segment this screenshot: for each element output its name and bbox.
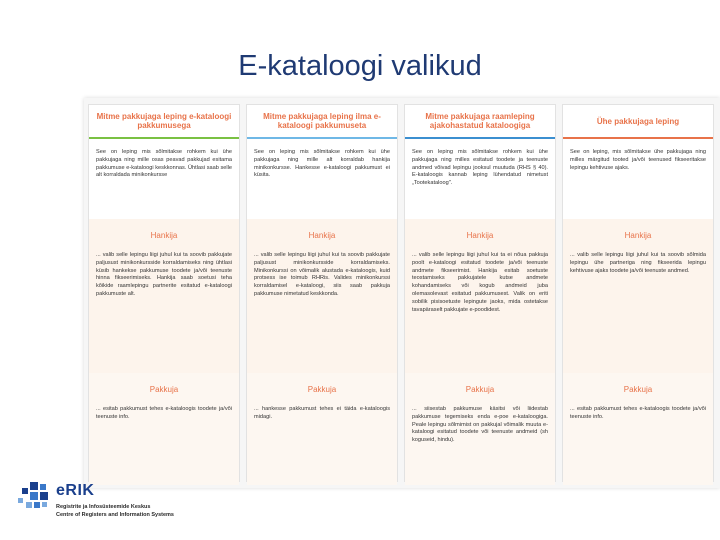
column-heading: Mitme pakkujaga leping e-kataloogi pakkumusega [89, 105, 239, 139]
pakkuja-text: ... siisestab pakkumuse käsitsi või liidestab pakkumuse tegemiseks enda e-poe e-kataloogiga. Peale lepingu sõlmimist on pakkujal võimalik muuta e-kataloogi esitatud toodete või teenuste andmeid (sh koguseid, hindu). [412, 406, 548, 444]
column-description: See on leping mis sõlmitakse rohkem kui ühe pakkujaga ning mille alt korraldab hankija minikonkursse. Hankesse e-kataloogi pakkumust ei küsita. [254, 149, 390, 179]
column-framework-updated-catalog [404, 104, 556, 482]
hankija-title: Hankija [466, 231, 494, 240]
hankija-text: ... valib selle lepingu liigi juhul kui ta soovib sõlmida lepingu ühe partneriga ning fikseerida lepingu kehtivuse ajaks toodete ja/või teenuste andmed. [570, 252, 706, 274]
pakkuja-text: ... esitab pakkumust tehes e-kataloogis toodete ja/või teenuste info. [570, 406, 706, 420]
pakkuja-title: Pakkuja [307, 385, 337, 394]
column-description: See on leping mis sõlmitakse rohkem kui ühe pakkujaga ning milles esitatud toodete ja teenuste andmed võivad lepingu jooksul muutuda (RHS § 40). E-kataloogis kannab leping lühendatud nimetust „Tootekataloog". [412, 149, 548, 187]
column-heading: Mitme pakkujaga raamleping ajakohastatud kataloogiga [405, 105, 555, 139]
pakkuja-text: ... hankesse pakkumust tehes ei täida e-kataloogis midagi. [254, 406, 390, 420]
logo-line-1: Registrite ja Infosüsteemide Keskus [56, 504, 151, 510]
catalog-options-panel [84, 98, 720, 488]
hankija-section [89, 219, 239, 373]
column-multi-supplier-without-offer [246, 104, 398, 482]
hankija-title: Hankija [150, 231, 178, 240]
slide-title: E-kataloogi valikud [238, 50, 482, 82]
column-heading: Mitme pakkujaga leping ilma e-kataloogi pakkumuseta [247, 105, 397, 139]
hankija-title: Hankija [624, 231, 652, 240]
logo-name: eRIK [56, 482, 95, 499]
pakkuja-title: Pakkuja [149, 385, 179, 394]
hankija-section [247, 219, 397, 373]
pakkuja-title: Pakkuja [623, 385, 653, 394]
pakkuja-section [563, 373, 713, 485]
hankija-title: Hankija [308, 231, 336, 240]
column-description: See on leping, mis sõlmitakse ühe pakkujaga ning milles märgitud tooted ja/või teenused fikseeritakse lepingu kehtivuse ajaks. [570, 149, 706, 171]
column-heading: Ühe pakkujaga leping [563, 105, 713, 139]
pakkuja-section [247, 373, 397, 485]
column-description: See on leping mis sõlmitakse rohkem kui ühe pakkujaga ning mille osas peavad pakkujad esitama pakkumuse e-kataloogi keskkonnas. Ühtlasi saab selle alt korraldada minikonkursse [96, 149, 232, 179]
pakkuja-title: Pakkuja [465, 385, 495, 394]
column-multi-supplier-with-offer [88, 104, 240, 482]
pakkuja-section [89, 373, 239, 485]
pakkuja-text: ... esitab pakkumust tehes e-kataloogis toodete ja/või teenuste info. [96, 406, 232, 420]
logo-line-2: Centre of Registers and Information Systems [56, 512, 174, 518]
pakkuja-section [405, 373, 555, 485]
hankija-section [563, 219, 713, 373]
hankija-text: ... valib selle lepingu liigi juhul kui ta soovib pakkujate paljusust minikonkursside korraldamiseks. Minikonkurssi on võimalik alustada e-kataloogis, kuid protsess ise toimub RHRis. Valides minikonkurssi korraldamisel e-kataloogi, siis saab pakkuja pakkumuse nimetatud keskkonda. [254, 252, 390, 297]
hankija-text: ... valib selle lepingu liigi juhul kui ta soovib pakkujate paljusust minikonkursside korraldamiseks ning ühtlasi küsib hankekse pakkumuse toodete ja/või teenuste hinna fikseerimiseks. Hankija saab soetusi teha kõikide raamlepingu partnerite esitatud e-kataloogi pakkumuste alt. [96, 252, 232, 297]
hankija-text: ... valib selle lepingu liigi juhul kui ta ei nõua pakkuja poolt e-katalоogi esitatud toodete ja/või teenuste andmete fikseerimist. Hankija esitab soetuste teostamiseks pakkujatele kutse andmete kohandamiseks või kogub andmeid juba olemasolevast esitatud pakkumusest. Valik on eriti sobilik pisisoetuste lepingute jaoks, mida ostetakse tavapäraselt pakkujate e-poodidest. [412, 252, 548, 313]
hankija-section [405, 219, 555, 373]
column-single-supplier [562, 104, 714, 482]
erik-logo [18, 478, 218, 528]
